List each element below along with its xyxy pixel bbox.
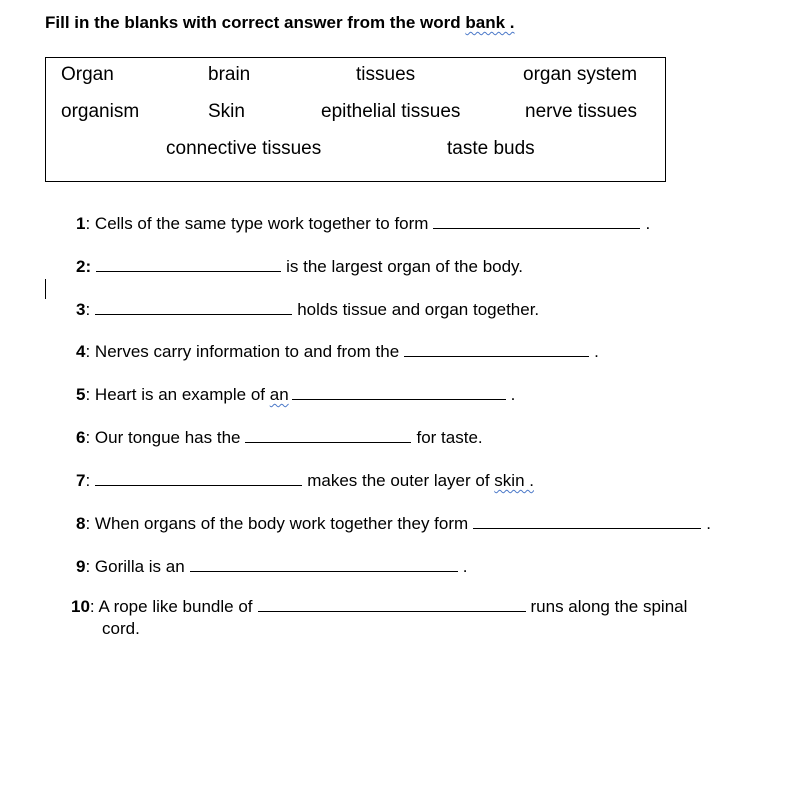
question-7 [76, 471, 534, 491]
question-text: A rope like bundle of [94, 597, 253, 616]
word-tissues: tissues [356, 64, 416, 85]
question-number: 6 [76, 428, 86, 447]
question-colon: : [85, 342, 91, 361]
question-text: Heart is an example of [90, 385, 270, 404]
question-text-continued: cord. [102, 619, 140, 638]
question-text: makes the outer layer of [307, 471, 495, 490]
word-nerve-tissues: nerve tissues [525, 101, 637, 122]
question-text: holds tissue and organ together. [297, 300, 540, 319]
word-epithelial-tissues: epithelial tissues [321, 101, 461, 122]
question-colon: : [85, 214, 91, 233]
question-text-after: for taste. [416, 428, 483, 447]
question-number: 5 [76, 385, 86, 404]
question-colon: : [89, 597, 95, 616]
worksheet-title [45, 13, 514, 33]
question-2 [76, 257, 523, 277]
question-end: . [645, 214, 651, 233]
question-colon: : [85, 514, 91, 533]
question-end: . [462, 557, 468, 576]
answer-blank-1[interactable] [433, 227, 640, 229]
question-text-after: runs along the spinal [530, 597, 688, 616]
answer-blank-2[interactable] [96, 270, 281, 272]
question-number: 3 [76, 300, 86, 319]
answer-blank-6[interactable] [245, 441, 411, 443]
question-number: 9 [76, 557, 86, 576]
answer-blank-8[interactable] [473, 527, 701, 529]
question-5 [76, 385, 515, 405]
word-organ: Organ [61, 64, 114, 85]
question-colon: : [85, 300, 91, 319]
question-text: Gorilla is an [90, 557, 185, 576]
text-cursor [45, 279, 46, 299]
question-end: . [510, 385, 516, 404]
question-6 [76, 428, 483, 448]
word-organ-system: organ system [523, 64, 638, 85]
answer-blank-4[interactable] [404, 355, 589, 357]
question-text: When organs of the body work together they form [90, 514, 469, 533]
question-number: 10 [71, 597, 90, 616]
answer-blank-10[interactable] [258, 610, 526, 612]
question-number: 1 [76, 214, 86, 233]
question-number: 2: [76, 257, 92, 276]
word-brain: brain [208, 64, 251, 85]
question-link: skin . [494, 471, 534, 490]
question-10-continuation [102, 619, 140, 639]
title-text: Fill in the blanks with correct answer from the word [45, 13, 466, 32]
question-colon: : [85, 557, 91, 576]
word-connective-tissues: connective tissues [166, 138, 322, 159]
question-link: an [269, 385, 289, 404]
question-10 [71, 597, 687, 617]
title-bank-link: bank . [465, 13, 515, 32]
question-colon: : [85, 471, 91, 490]
question-text: is the largest organ of the body. [286, 257, 524, 276]
answer-blank-5[interactable] [292, 398, 506, 400]
question-number: 8 [76, 514, 86, 533]
word-organism: organism [61, 101, 140, 122]
answer-blank-9[interactable] [190, 570, 458, 572]
question-end: . [594, 342, 599, 361]
answer-blank-3[interactable] [95, 313, 292, 315]
question-number: 4 [76, 342, 86, 361]
word-skin: Skin [208, 101, 245, 122]
question-3 [76, 300, 539, 320]
question-end: . [706, 514, 711, 533]
question-8 [76, 514, 711, 534]
question-text: Our tongue has the [90, 428, 241, 447]
word-bank-box [45, 57, 666, 182]
question-4 [76, 342, 599, 362]
question-9 [76, 557, 467, 577]
question-colon: : [85, 385, 91, 404]
question-colon: : [85, 428, 91, 447]
question-text: Cells of the same type work together to form [90, 214, 429, 233]
question-text: Nerves carry information to and from the [90, 342, 400, 361]
word-taste-buds: taste buds [447, 138, 535, 159]
question-number: 7 [76, 471, 86, 490]
question-1 [76, 214, 650, 234]
answer-blank-7[interactable] [95, 484, 302, 486]
